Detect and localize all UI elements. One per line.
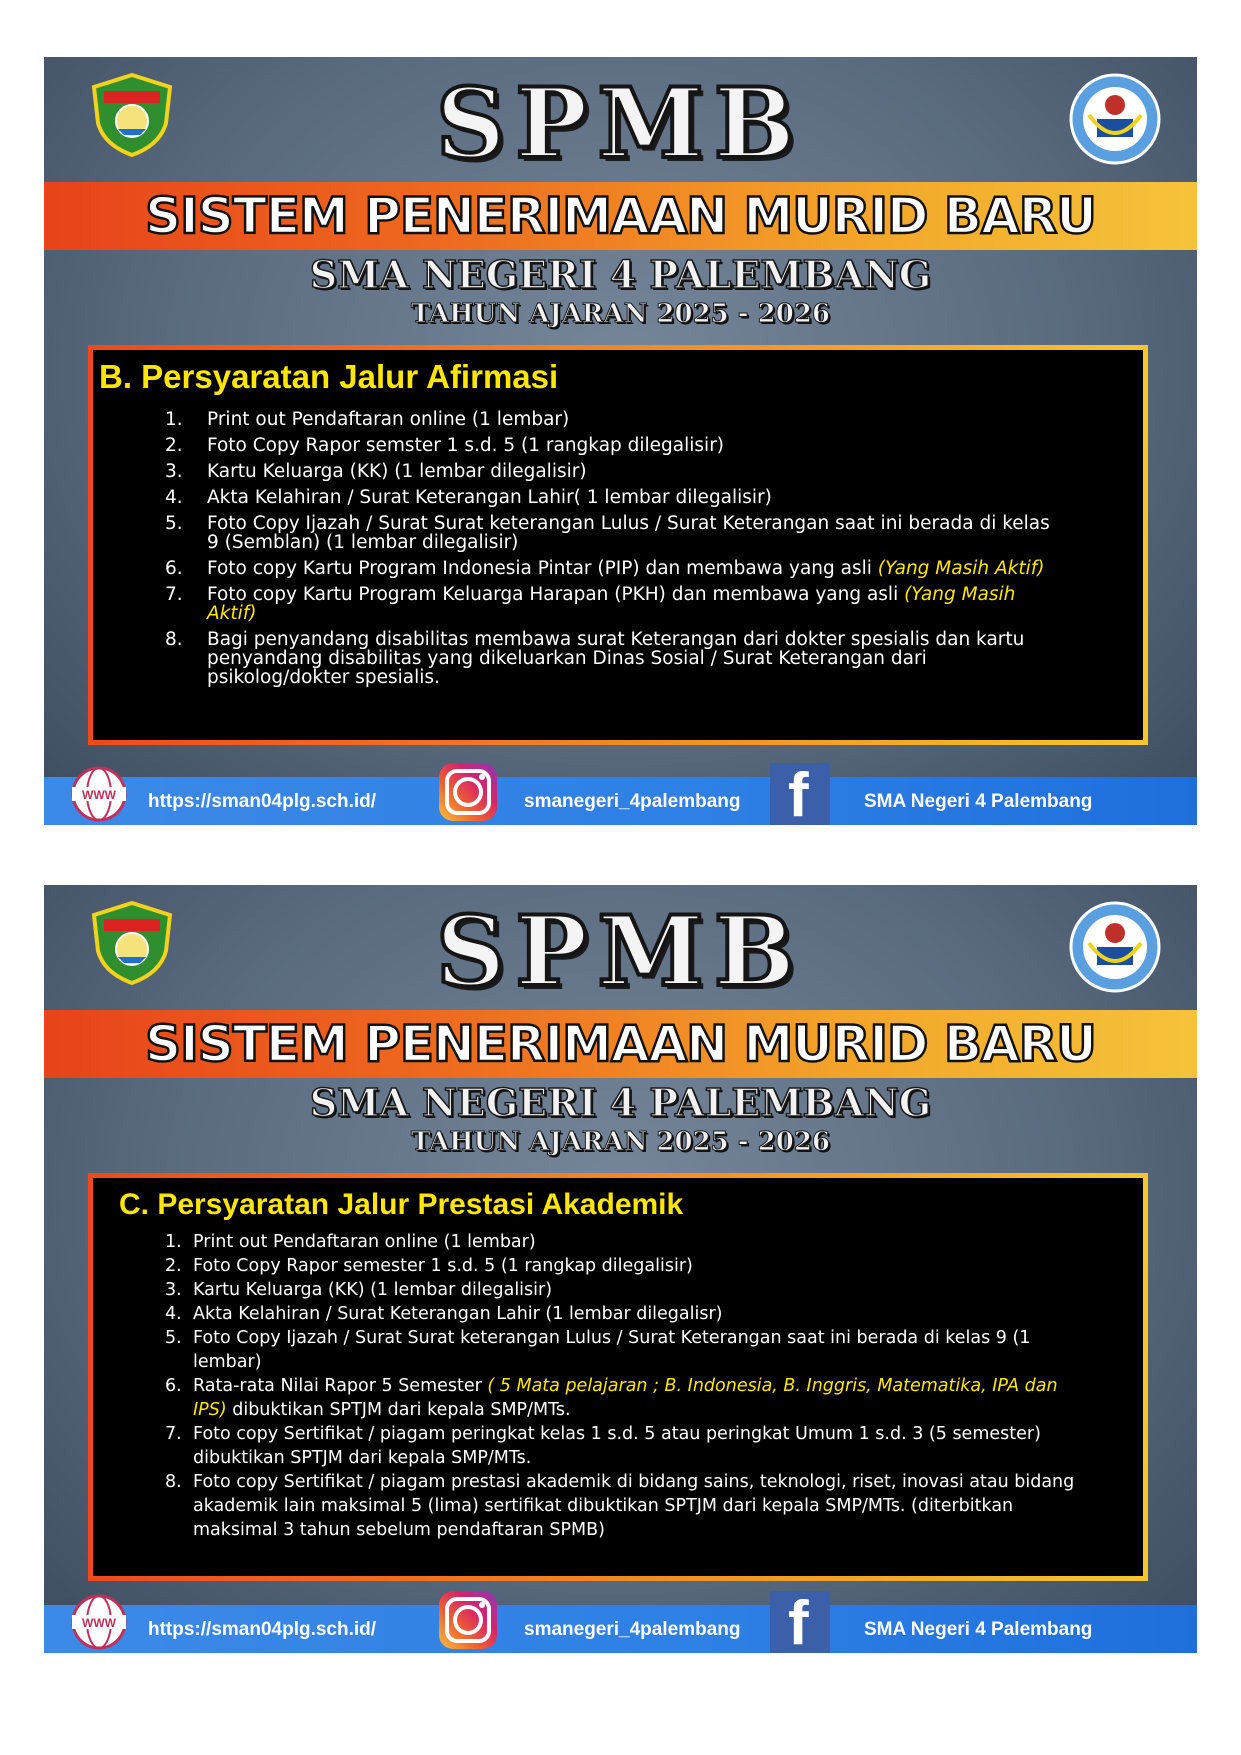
list-item: 3. Kartu Keluarga (KK) (1 lembar dilegalisir) — [165, 461, 587, 482]
school-name: SMA NEGERI 4 PALEMBANG — [309, 252, 932, 297]
list-item: 7. Foto copy Kartu Program Keluarga Harapan (PKH) dan membawa yang asli (Yang Masih Aktif) — [165, 584, 1016, 624]
instagram-handle[interactable]: smanegeri_4palembang — [524, 1619, 741, 1640]
school-name: SMA NEGERI 4 PALEMBANG — [309, 1080, 932, 1125]
footer-bar — [44, 1589, 1197, 1653]
requirements-box — [88, 345, 1148, 745]
facebook-page[interactable]: SMA Negeri 4 Palembang — [864, 1619, 1093, 1640]
requirements-title: B. Persyaratan Jalur Afirmasi — [99, 358, 559, 395]
list-item: 2. Foto Copy Rapor semester 1 s.d. 5 (1 rangkap dilegalisir) — [165, 1256, 693, 1276]
svg-text:WWW: WWW — [82, 788, 116, 802]
ribbon-title: SISTEM PENERIMAAN MURID BARU — [145, 1015, 1096, 1073]
list-item: 5. Foto Copy Ijazah / Surat Surat keterangan Lulus / Surat Keterangan saat ini berada di kelas 9 (Semblan) (1 lembar dilegalisir) — [165, 513, 1050, 553]
requirements-title: C. Persyaratan Jalur Prestasi Akademik — [119, 1188, 684, 1221]
svg-text:WWW: WWW — [82, 1616, 116, 1630]
instagram-icon — [439, 763, 497, 821]
requirements-list — [165, 1230, 1085, 1542]
list-item: 1. Print out Pendaftaran online (1 lembar) — [165, 1232, 536, 1252]
spmb-logo-text: SPMB — [436, 895, 805, 1008]
list-item: 8. Foto copy Sertifikat / piagam prestasi akademik di bidang sains, teknologi, riset, inovasi atau bidang akademik lain maksimal 5 (lima) sertifikat dibuktikan SPTJM dari kepala SMP/MTs. (diterbitkan maksimal 3 tahun sebelum pendaftaran SPMB) — [165, 1472, 1075, 1540]
academic-year: TAHUN AJARAN 2025 - 2026 — [410, 1127, 831, 1157]
list-item: 2. Foto Copy Rapor semster 1 s.d. 5 (1 rangkap dilegalisir) — [165, 435, 725, 456]
footer-bar — [44, 761, 1197, 825]
list-item: 5. Foto Copy Ijazah / Surat Surat keterangan Lulus / Surat Keterangan saat ini berada di kelas 9 (1 lembar) — [165, 1328, 1031, 1372]
facebook-icon: f — [770, 1591, 830, 1653]
spmb-banner-prestasi — [44, 885, 1197, 1653]
list-item: 4. Akta Kelahiran / Surat Keterangan Lahir (1 lembar dilegalisr) — [165, 1304, 723, 1324]
globe-www-icon — [70, 765, 128, 823]
academic-year: TAHUN AJARAN 2025 - 2026 — [410, 299, 831, 329]
requirements-list — [165, 410, 1065, 694]
ribbon-title: SISTEM PENERIMAAN MURID BARU — [145, 187, 1096, 245]
list-item: 6. Foto copy Kartu Program Indonesia Pintar (PIP) dan membawa yang asli (Yang Masih Aktif) — [165, 558, 1045, 579]
instagram-icon — [439, 1591, 497, 1649]
website-link[interactable]: https://sman04plg.sch.id/ — [148, 791, 377, 812]
globe-www-icon — [70, 1593, 128, 1651]
spmb-logo-text: SPMB — [436, 67, 805, 180]
facebook-icon: f — [770, 763, 830, 825]
list-item: 3. Kartu Keluarga (KK) (1 lembar dilegalisir) — [165, 1280, 553, 1300]
spmb-banner-afirmasi — [44, 57, 1197, 825]
requirements-box — [88, 1173, 1148, 1581]
website-link[interactable]: https://sman04plg.sch.id/ — [148, 1619, 377, 1640]
list-item: 7. Foto copy Sertifikat / piagam peringkat kelas 1 s.d. 5 atau peringkat Umum 1 s.d. 3 (5 semester) dibuktikan SPTJM dari kepala SMP/MTs. — [165, 1424, 1041, 1468]
list-item: 6. Rata-rata Nilai Rapor 5 Semester ( 5 Mata pelajaran ; B. Indonesia, B. Inggris, Matematika, IPA dan IPS) dibuktikan SPTJM dari kepala SMP/MTs. — [165, 1376, 1058, 1420]
list-item: 1. Print out Pendaftaran online (1 lembar) — [165, 409, 570, 430]
instagram-handle[interactable]: smanegeri_4palembang — [524, 791, 741, 812]
list-item: 8. Bagi penyandang disabilitas membawa surat Keterangan dari dokter spesialis dan kartu penyandang disabilitas yang dikeluarkan Dinas Sosial / Surat Keterangan dari psikolog/dokter spesialis. — [165, 629, 1025, 688]
school-emblem-icon — [1067, 71, 1163, 167]
facebook-page[interactable]: SMA Negeri 4 Palembang — [864, 791, 1093, 812]
school-emblem-icon — [1067, 899, 1163, 995]
list-item: 4. Akta Kelahiran / Surat Keterangan Lahir( 1 lembar dilegalisir) — [165, 487, 772, 508]
